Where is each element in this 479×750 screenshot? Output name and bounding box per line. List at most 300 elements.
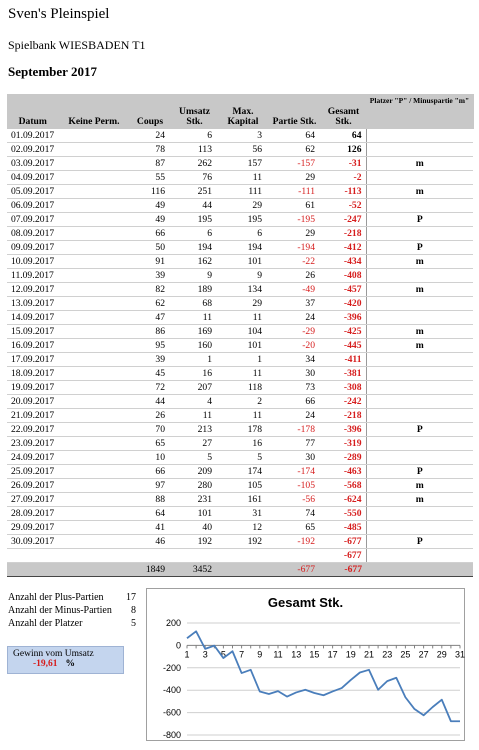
- cell-gesamt: -434: [321, 255, 366, 269]
- x-tick-label: 15: [309, 649, 320, 660]
- table-row: [7, 423, 473, 437]
- cell-max-kapital: 12: [218, 521, 268, 535]
- cell-partie: -49: [268, 283, 321, 297]
- cell-gesamt: -412: [321, 241, 366, 255]
- cell-partie: 61: [268, 199, 321, 213]
- table-row: [7, 325, 473, 339]
- cell-platzer: [366, 367, 473, 381]
- cell-datum: 08.09.2017: [7, 227, 59, 241]
- cell-partie: 26: [268, 269, 321, 283]
- cell-gesamt: -568: [321, 479, 366, 493]
- cell-datum: 19.09.2017: [7, 381, 59, 395]
- cell-partie: 77: [268, 437, 321, 451]
- x-tick-label: 31: [454, 649, 466, 660]
- gain-label: Gewinn vom Umsatz: [13, 649, 94, 659]
- table-row: [7, 227, 473, 241]
- table-row: [7, 437, 473, 451]
- cell-datum: 01.09.2017: [7, 129, 59, 143]
- cell-max-kapital: 194: [218, 241, 268, 255]
- cell-coups: 39: [129, 353, 171, 367]
- cell-partie: 73: [268, 381, 321, 395]
- stat-minus-label: Anzahl der Minus-Partien: [8, 605, 112, 616]
- y-tick-label: -400: [162, 685, 181, 696]
- stat-platzer-label: Anzahl der Platzer: [8, 618, 83, 629]
- cell-keine-perm: [59, 339, 129, 353]
- cell-umsatz: 189: [171, 283, 218, 297]
- cell-keine-perm: [59, 395, 129, 409]
- col-max-kapital: Max. Kapital: [218, 94, 268, 129]
- cell-keine-perm: [59, 437, 129, 451]
- x-tick-label: 1: [184, 649, 190, 660]
- cell-umsatz: 44: [171, 199, 218, 213]
- x-tick-label: 5: [220, 649, 226, 660]
- cell-platzer: m: [366, 157, 473, 171]
- cell-datum: 25.09.2017: [7, 465, 59, 479]
- table-row: [7, 409, 473, 423]
- cell-keine-perm: [59, 269, 129, 283]
- cell-max-kapital: 174: [218, 465, 268, 479]
- series-line: [187, 631, 460, 721]
- cell-gesamt: -113: [321, 185, 366, 199]
- stat-plus: [8, 592, 136, 605]
- x-tick-label: 27: [418, 649, 429, 660]
- stat-minus-value: 8: [131, 605, 136, 616]
- cell-platzer: [366, 297, 473, 311]
- cell-keine-perm: [59, 423, 129, 437]
- cell-extra-gesamt: -677: [321, 549, 366, 563]
- cell-platzer: m: [366, 255, 473, 269]
- cell-datum: 04.09.2017: [7, 171, 59, 185]
- cell-umsatz: 101: [171, 507, 218, 521]
- col-keine-perm: Keine Perm.: [59, 94, 129, 129]
- cell-partie: -105: [268, 479, 321, 493]
- cell-datum: 12.09.2017: [7, 283, 59, 297]
- cell-partie: -178: [268, 423, 321, 437]
- cell-keine-perm: [59, 283, 129, 297]
- x-tick-label: 3: [202, 649, 208, 660]
- col-partie: Partie Stk.: [268, 94, 321, 129]
- cell-coups: 45: [129, 367, 171, 381]
- table-row: [7, 283, 473, 297]
- cell-partie: -111: [268, 185, 321, 199]
- cell-umsatz: 213: [171, 423, 218, 437]
- cell-gesamt: -425: [321, 325, 366, 339]
- cell-coups: 49: [129, 213, 171, 227]
- cell-keine-perm: [59, 185, 129, 199]
- cell-max-kapital: 29: [218, 199, 268, 213]
- cell-coups: 82: [129, 283, 171, 297]
- cell-max-kapital: 111: [218, 185, 268, 199]
- stat-minus: [8, 605, 136, 618]
- cell-umsatz: 9: [171, 269, 218, 283]
- cell-partie: -20: [268, 339, 321, 353]
- table-header-row: [7, 94, 473, 129]
- table-row: [7, 479, 473, 493]
- cell-max-kapital: 101: [218, 255, 268, 269]
- cell-partie: 74: [268, 507, 321, 521]
- cell-keine-perm: [59, 297, 129, 311]
- cell-gesamt: -2: [321, 171, 366, 185]
- cell-partie: -195: [268, 213, 321, 227]
- gain-value: -19,61: [33, 659, 58, 669]
- cell-keine-perm: [59, 311, 129, 325]
- cell-gesamt: -381: [321, 367, 366, 381]
- cell-coups: 55: [129, 171, 171, 185]
- cell-platzer: [366, 227, 473, 241]
- cell-keine-perm: [59, 367, 129, 381]
- cell-platzer: P: [366, 465, 473, 479]
- cell-keine-perm: [59, 255, 129, 269]
- cell-empty: [129, 549, 171, 563]
- cell-max-kapital: 157: [218, 157, 268, 171]
- cell-platzer: m: [366, 185, 473, 199]
- cell-platzer: P: [366, 241, 473, 255]
- cell-keine-perm: [59, 143, 129, 157]
- table-row: [7, 311, 473, 325]
- x-tick-label: 7: [239, 649, 245, 660]
- cell-keine-perm: [59, 213, 129, 227]
- cell-keine-perm: [59, 157, 129, 171]
- cell-umsatz: 207: [171, 381, 218, 395]
- cell-coups: 64: [129, 507, 171, 521]
- cell-partie: -29: [268, 325, 321, 339]
- cell-umsatz: 1: [171, 353, 218, 367]
- cell-keine-perm: [59, 521, 129, 535]
- cell-gesamt: -319: [321, 437, 366, 451]
- cell-gesamt: -677: [321, 535, 366, 549]
- x-tick-label: 21: [363, 649, 375, 660]
- stat-platzer-value: 5: [131, 618, 136, 629]
- cell-gesamt: -218: [321, 409, 366, 423]
- cell-coups: 44: [129, 395, 171, 409]
- stat-plus-label: Anzahl der Plus-Partien: [8, 592, 104, 603]
- cell-keine-perm: [59, 227, 129, 241]
- cell-umsatz: 76: [171, 171, 218, 185]
- cell-max-kapital: 5: [218, 451, 268, 465]
- cell-keine-perm: [59, 353, 129, 367]
- table-row: [7, 465, 473, 479]
- cell-max-kapital: 161: [218, 493, 268, 507]
- cell-umsatz: 11: [171, 311, 218, 325]
- cell-gesamt: -420: [321, 297, 366, 311]
- cell-platzer: m: [366, 325, 473, 339]
- cell-datum: 21.09.2017: [7, 409, 59, 423]
- cell-datum: 15.09.2017: [7, 325, 59, 339]
- casino-subtitle: Spielbank WIESBADEN T1: [8, 38, 146, 52]
- cell-keine-perm: [59, 507, 129, 521]
- cell-coups: 95: [129, 339, 171, 353]
- cell-umsatz: 195: [171, 213, 218, 227]
- cell-max-kapital: 104: [218, 325, 268, 339]
- cell-keine-perm: [59, 241, 129, 255]
- cell-empty: [59, 549, 129, 563]
- table-row: [7, 367, 473, 381]
- cell-max-kapital: 3: [218, 129, 268, 143]
- cell-platzer: [366, 507, 473, 521]
- cell-coups: 65: [129, 437, 171, 451]
- cell-gesamt: -408: [321, 269, 366, 283]
- cell-partie: 62: [268, 143, 321, 157]
- cell-max-kapital: 56: [218, 143, 268, 157]
- cell-partie: 64: [268, 129, 321, 143]
- cell-umsatz: 40: [171, 521, 218, 535]
- cell-platzer: [366, 521, 473, 535]
- x-tick-label: 29: [436, 649, 447, 660]
- cell-max-kapital: 178: [218, 423, 268, 437]
- y-tick-label: 200: [165, 618, 181, 628]
- table-row: [7, 535, 473, 549]
- cell-datum: 03.09.2017: [7, 157, 59, 171]
- cell-gesamt: 64: [321, 129, 366, 143]
- table-row: [7, 213, 473, 227]
- cell-datum: 06.09.2017: [7, 199, 59, 213]
- cell-coups: 78: [129, 143, 171, 157]
- cell-keine-perm: [59, 479, 129, 493]
- table-row: [7, 143, 473, 157]
- cell-keine-perm: [59, 535, 129, 549]
- cell-coups: 116: [129, 185, 171, 199]
- cell-partie: 34: [268, 353, 321, 367]
- cell-max-kapital: 16: [218, 437, 268, 451]
- cell-max-kapital: 192: [218, 535, 268, 549]
- cell-coups: 47: [129, 311, 171, 325]
- cell-max-kapital: 118: [218, 381, 268, 395]
- cell-partie: 24: [268, 409, 321, 423]
- cell-keine-perm: [59, 465, 129, 479]
- cell-datum: 13.09.2017: [7, 297, 59, 311]
- table-row: [7, 171, 473, 185]
- cell-datum: 16.09.2017: [7, 339, 59, 353]
- table-row: [7, 269, 473, 283]
- cell-gesamt: 126: [321, 143, 366, 157]
- y-tick-label: 0: [175, 640, 181, 651]
- cell-max-kapital: 105: [218, 479, 268, 493]
- cell-coups: 86: [129, 325, 171, 339]
- x-tick-label: 23: [382, 649, 393, 660]
- stats-block: [8, 592, 136, 631]
- cell-coups: 91: [129, 255, 171, 269]
- cell-platzer: [366, 409, 473, 423]
- cell-gesamt: -308: [321, 381, 366, 395]
- cell-max-kapital: 31: [218, 507, 268, 521]
- cell-datum: 27.09.2017: [7, 493, 59, 507]
- cell-umsatz: 27: [171, 437, 218, 451]
- cell-partie: -157: [268, 157, 321, 171]
- col-gesamt: Gesamt Stk.: [321, 94, 366, 129]
- cell-umsatz: 6: [171, 129, 218, 143]
- cell-keine-perm: [59, 325, 129, 339]
- cell-platzer: m: [366, 493, 473, 507]
- cell-empty: [7, 549, 59, 563]
- cell-max-kapital: 9: [218, 269, 268, 283]
- cell-coups: 10: [129, 451, 171, 465]
- cell-datum: 22.09.2017: [7, 423, 59, 437]
- table-row: [7, 521, 473, 535]
- cell-platzer: [366, 199, 473, 213]
- table-row: [7, 353, 473, 367]
- cell-partie: 37: [268, 297, 321, 311]
- cell-keine-perm: [59, 381, 129, 395]
- cell-partie: -56: [268, 493, 321, 507]
- chart-svg: [147, 589, 466, 742]
- cell-platzer: [366, 451, 473, 465]
- table-row: [7, 493, 473, 507]
- cell-umsatz: 169: [171, 325, 218, 339]
- cell-platzer: [366, 353, 473, 367]
- cell-datum: 24.09.2017: [7, 451, 59, 465]
- cell-platzer: [366, 311, 473, 325]
- y-tick-label: -800: [162, 730, 181, 740]
- cell-max-kapital: 11: [218, 409, 268, 423]
- cell-datum: 07.09.2017: [7, 213, 59, 227]
- cell-datum: 18.09.2017: [7, 367, 59, 381]
- cell-coups: 46: [129, 535, 171, 549]
- y-tick-label: -200: [162, 662, 181, 673]
- cell-max-kapital: 29: [218, 297, 268, 311]
- cell-partie: 30: [268, 451, 321, 465]
- table-row: [7, 157, 473, 171]
- cell-umsatz: 162: [171, 255, 218, 269]
- cell-platzer: [366, 143, 473, 157]
- gesamt-chart: [146, 588, 465, 741]
- x-tick-label: 25: [400, 649, 411, 660]
- cell-partie: 24: [268, 311, 321, 325]
- cell-umsatz: 251: [171, 185, 218, 199]
- cell-platzer: [366, 129, 473, 143]
- cell-coups: 26: [129, 409, 171, 423]
- col-coups: Coups: [129, 94, 171, 129]
- gain-unit: %: [65, 659, 76, 669]
- cell-gesamt: -218: [321, 227, 366, 241]
- x-tick-label: 13: [291, 649, 302, 660]
- cell-datum: 11.09.2017: [7, 269, 59, 283]
- cell-partie: -192: [268, 535, 321, 549]
- cell-max-kapital: 1: [218, 353, 268, 367]
- cell-gesamt: -396: [321, 423, 366, 437]
- totals-row: [7, 563, 473, 577]
- cell-gesamt: -242: [321, 395, 366, 409]
- cell-coups: 66: [129, 227, 171, 241]
- cell-coups: 62: [129, 297, 171, 311]
- total-empty: [366, 563, 473, 577]
- cell-coups: 49: [129, 199, 171, 213]
- cell-empty: [171, 549, 218, 563]
- cell-platzer: [366, 381, 473, 395]
- cell-gesamt: -396: [321, 311, 366, 325]
- cell-umsatz: 209: [171, 465, 218, 479]
- cell-coups: 41: [129, 521, 171, 535]
- table-row: [7, 241, 473, 255]
- total-empty: [7, 563, 59, 577]
- table-row: [7, 507, 473, 521]
- cell-gesamt: -445: [321, 339, 366, 353]
- cell-coups: 50: [129, 241, 171, 255]
- cell-partie: 66: [268, 395, 321, 409]
- table-row: [7, 339, 473, 353]
- stat-plus-value: 17: [126, 592, 136, 603]
- cell-gesamt: -411: [321, 353, 366, 367]
- table-row: [7, 451, 473, 465]
- col-umsatz: Umsatz Stk.: [171, 94, 218, 129]
- cell-datum: 17.09.2017: [7, 353, 59, 367]
- cell-max-kapital: 101: [218, 339, 268, 353]
- table-row-extra: [7, 549, 473, 563]
- gain-box: [7, 646, 124, 674]
- x-tick-label: 17: [327, 649, 338, 660]
- cell-umsatz: 113: [171, 143, 218, 157]
- col-platzer: Platzer "P" / Minuspartie "m": [366, 94, 473, 129]
- cell-platzer: m: [366, 479, 473, 493]
- cell-partie: -22: [268, 255, 321, 269]
- cell-keine-perm: [59, 199, 129, 213]
- table-row: [7, 395, 473, 409]
- cell-partie: -174: [268, 465, 321, 479]
- col-datum: Datum: [7, 94, 59, 129]
- cell-partie: -194: [268, 241, 321, 255]
- cell-datum: 29.09.2017: [7, 521, 59, 535]
- page-title: Sven's Pleinspiel: [8, 6, 110, 22]
- cell-coups: 88: [129, 493, 171, 507]
- table-row: [7, 199, 473, 213]
- cell-coups: 97: [129, 479, 171, 493]
- cell-empty: [268, 549, 321, 563]
- y-tick-label: -600: [162, 707, 181, 718]
- cell-coups: 39: [129, 269, 171, 283]
- table-row: [7, 129, 473, 143]
- cell-gesamt: -31: [321, 157, 366, 171]
- cell-max-kapital: 2: [218, 395, 268, 409]
- total-partie: -677: [268, 563, 321, 577]
- cell-empty: [366, 549, 473, 563]
- cell-coups: 66: [129, 465, 171, 479]
- cell-gesamt: -485: [321, 521, 366, 535]
- cell-partie: 65: [268, 521, 321, 535]
- cell-gesamt: -457: [321, 283, 366, 297]
- cell-gesamt: -624: [321, 493, 366, 507]
- cell-keine-perm: [59, 129, 129, 143]
- cell-umsatz: 280: [171, 479, 218, 493]
- cell-umsatz: 6: [171, 227, 218, 241]
- table-row: [7, 297, 473, 311]
- x-tick-label: 11: [273, 649, 283, 660]
- cell-datum: 02.09.2017: [7, 143, 59, 157]
- cell-max-kapital: 11: [218, 171, 268, 185]
- cell-keine-perm: [59, 409, 129, 423]
- cell-datum: 09.09.2017: [7, 241, 59, 255]
- table-body: [7, 129, 473, 577]
- cell-keine-perm: [59, 451, 129, 465]
- cell-umsatz: 16: [171, 367, 218, 381]
- cell-gesamt: -289: [321, 451, 366, 465]
- cell-platzer: [366, 437, 473, 451]
- cell-partie: 29: [268, 171, 321, 185]
- cell-platzer: [366, 395, 473, 409]
- cell-datum: 28.09.2017: [7, 507, 59, 521]
- cell-partie: 29: [268, 227, 321, 241]
- table-row: [7, 255, 473, 269]
- cell-umsatz: 4: [171, 395, 218, 409]
- cell-umsatz: 231: [171, 493, 218, 507]
- cell-gesamt: -463: [321, 465, 366, 479]
- cell-keine-perm: [59, 171, 129, 185]
- total-umsatz: 3452: [171, 563, 218, 577]
- stat-platzer: [8, 618, 136, 631]
- table-row: [7, 381, 473, 395]
- cell-max-kapital: 134: [218, 283, 268, 297]
- cell-umsatz: 160: [171, 339, 218, 353]
- cell-datum: 23.09.2017: [7, 437, 59, 451]
- cell-max-kapital: 195: [218, 213, 268, 227]
